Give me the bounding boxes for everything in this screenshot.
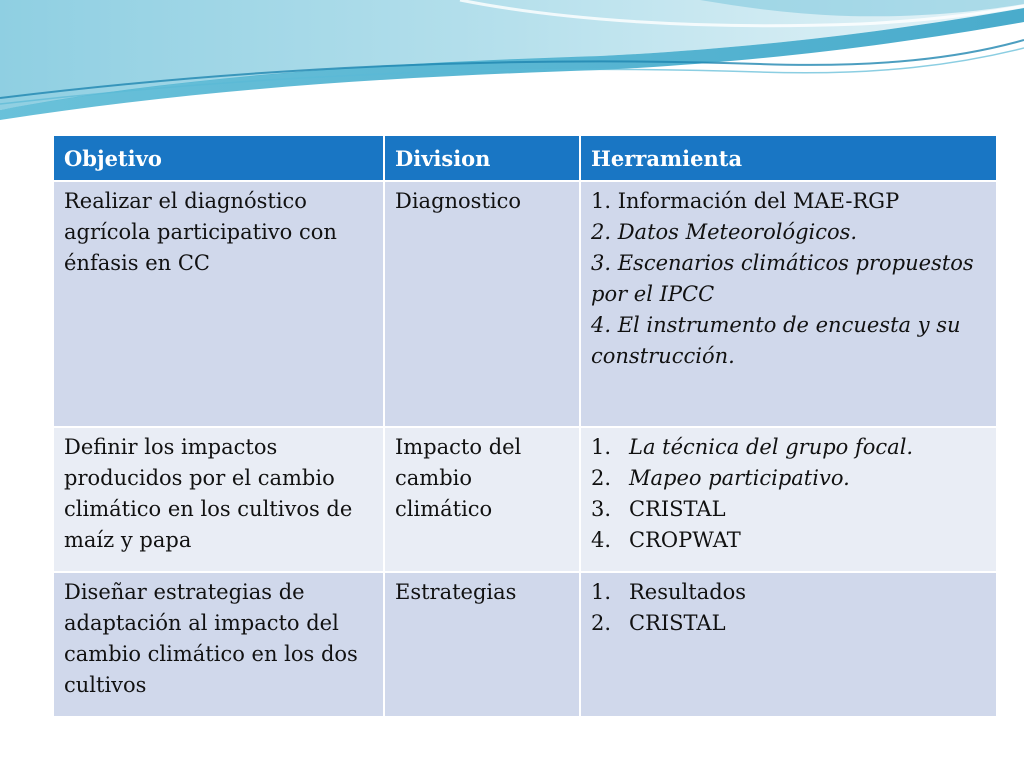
- list-text: Mapeo participativo.: [629, 466, 850, 490]
- list-number: 1.: [591, 435, 612, 459]
- tool-line: 4. El instrumento de encuesta y su construcción.: [591, 313, 961, 368]
- list-item: [591, 577, 986, 608]
- list-number: 4.: [591, 528, 612, 552]
- tool-line: 3. Escenarios climáticos propuestos por el IPCC: [591, 251, 974, 306]
- list-item: [591, 432, 986, 463]
- list-text: Resultados: [629, 580, 747, 604]
- list-item: [591, 525, 986, 556]
- list-item: [591, 608, 986, 639]
- table-row: [53, 427, 997, 572]
- header-herramienta: Herramienta: [580, 135, 997, 181]
- cell-objetivo: Definir los impactos producidos por el cambio climático en los cultivos de maíz y papa: [53, 427, 384, 572]
- cell-division: Impacto del cambio climático: [384, 427, 580, 572]
- header-objetivo: Objetivo: [53, 135, 384, 181]
- list-number: 2.: [591, 466, 612, 490]
- tool-line: 2. Datos Meteorológicos.: [591, 220, 858, 244]
- tool-list: [591, 577, 986, 639]
- list-number: 2.: [591, 611, 612, 635]
- header-division: Division: [384, 135, 580, 181]
- list-number: 1.: [591, 580, 612, 604]
- table-row: [53, 181, 997, 427]
- tool-line: 1. Información del MAE-RGP: [591, 189, 900, 213]
- decorative-wave-header: [0, 0, 1024, 130]
- list-text: La técnica del grupo focal.: [629, 435, 914, 459]
- objectives-table: [52, 134, 998, 718]
- cell-objetivo: Realizar el diagnóstico agrícola participativo con énfasis en CC: [53, 181, 384, 427]
- cell-herramienta: [580, 181, 997, 427]
- list-item: [591, 463, 986, 494]
- cell-herramienta: [580, 572, 997, 717]
- list-text: CROPWAT: [629, 528, 741, 552]
- table-header-row: [53, 135, 997, 181]
- list-text: CRISTAL: [629, 497, 726, 521]
- cell-division: Diagnostico: [384, 181, 580, 427]
- list-text: CRISTAL: [629, 611, 726, 635]
- cell-herramienta: [580, 427, 997, 572]
- cell-division: Estrategias: [384, 572, 580, 717]
- list-item: [591, 494, 986, 525]
- table-row: [53, 572, 997, 717]
- list-number: 3.: [591, 497, 612, 521]
- tool-list: [591, 432, 986, 556]
- cell-objetivo: Diseñar estrategias de adaptación al impacto del cambio climático en los dos cultivos: [53, 572, 384, 717]
